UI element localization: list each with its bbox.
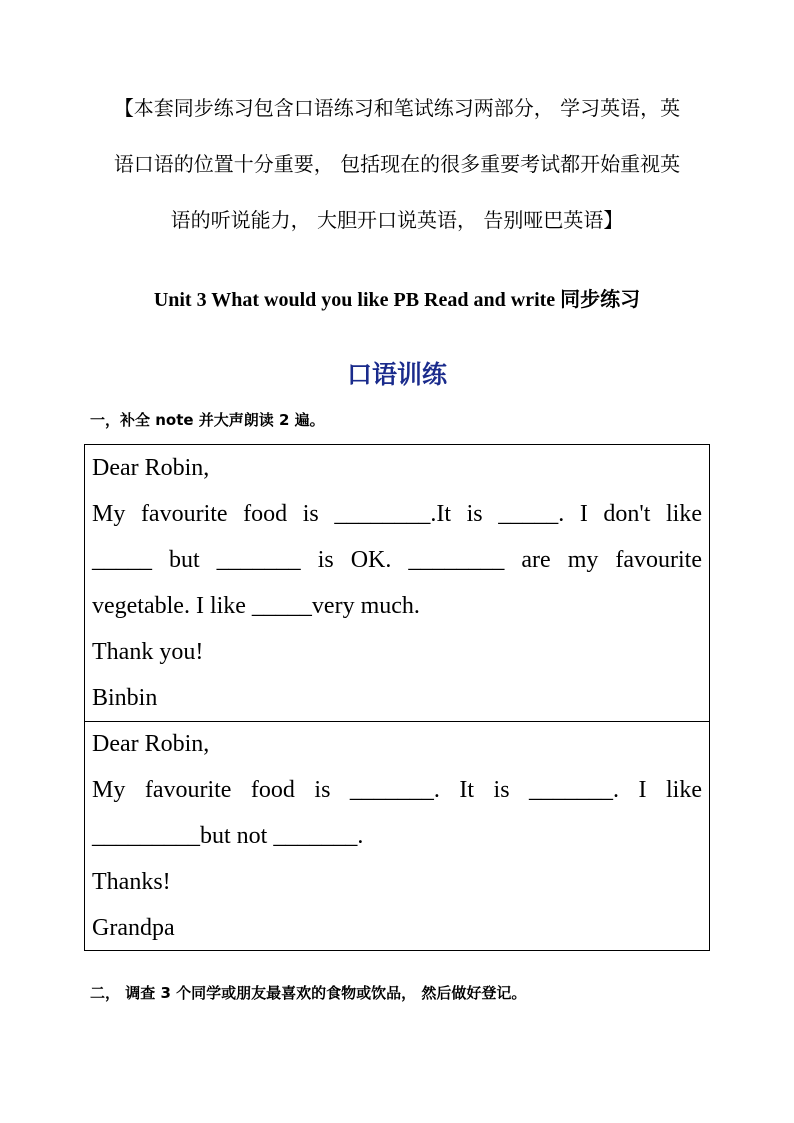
intro-paragraph xyxy=(88,80,706,248)
note-line: Binbin xyxy=(92,685,158,711)
note-line: Grandpa xyxy=(92,915,175,941)
note-line: Dear Robin, xyxy=(92,731,210,757)
note-line: _________but not _______. xyxy=(92,823,364,849)
intro-line: 【本套同步练习包含口语练习和笔试练习两部分， 学习英语，英 xyxy=(113,96,681,120)
question-1: 一，补全 note 并大声朗读 2 遍。 xyxy=(90,411,325,429)
page-title xyxy=(0,283,794,312)
note-line: My favourite food is _______. It is _______. I like xyxy=(92,777,702,803)
title-english: Unit 3 What would you like PB Read and write xyxy=(153,289,561,311)
note-line: Thank you! xyxy=(92,639,204,665)
note-line: My favourite food is ________.It is _____. I don't like xyxy=(92,501,702,527)
note-line: Dear Robin, xyxy=(92,455,210,481)
note-box-2 xyxy=(84,721,710,951)
title-chinese: 同步练习 xyxy=(560,287,641,311)
question-2: 二， 调查 3 个同学或朋友最喜欢的食物或饮品， 然后做好登记。 xyxy=(90,984,527,1002)
note-line: vegetable. I like _____very much. xyxy=(92,593,420,619)
note-line: _____ but _______ is OK. ________ are my favourite xyxy=(92,547,702,573)
section-heading: 口语训练 xyxy=(346,360,447,389)
note-box-1 xyxy=(84,444,710,722)
intro-line: 语口语的位置十分重要， 包括现在的很多重要考试都开始重视英 xyxy=(113,152,681,176)
note-line: Thanks! xyxy=(92,869,171,895)
intro-line: 语的听说能力， 大胆开口说英语， 告别哑巴英语】 xyxy=(170,208,624,232)
